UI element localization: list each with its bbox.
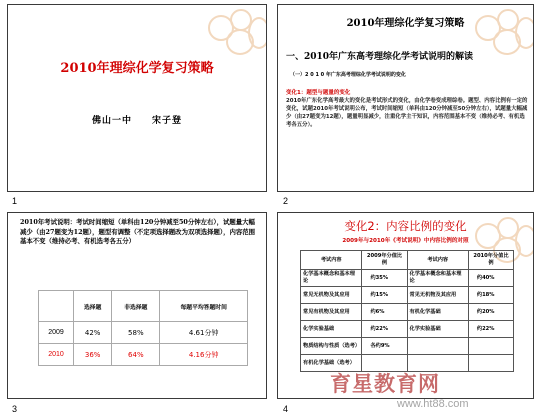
table-cell: 有机化学基础（选考） — [301, 355, 362, 372]
comparison-table — [38, 290, 248, 366]
table-cell: 约35% — [362, 270, 407, 287]
table-cell: 常见无机物及其应用 — [407, 287, 468, 304]
slide-4-title: 变化2：内容比例的变化 — [344, 219, 467, 233]
table-row — [39, 322, 248, 344]
content-ratio-table — [300, 250, 514, 372]
watermark-url: www.ht88.com — [397, 398, 469, 410]
table-cell: 化学实验基础 — [407, 321, 468, 338]
table-cell: 约20% — [468, 304, 513, 321]
table-header: 2010年分值比例 — [468, 251, 513, 270]
slide-2[interactable] — [277, 4, 534, 192]
table-cell: 常见有机物及其应用 — [301, 304, 362, 321]
table-cell: 有机化学基础 — [407, 304, 468, 321]
slide-3-paragraph: 2010年考试说明：考试时间缩短（单科由120分钟减至50分钟左右），试题量大幅减少（由27题变为12题），题型有调整（不定项选择题改为双项选择题），内容范围基本不变（维持必考、有机选考各五分） — [20, 218, 256, 245]
slide-1-title: 2010年理综化学复习策略 — [60, 61, 214, 76]
table-header-row — [301, 251, 514, 270]
slide-1-number: 1 — [12, 196, 18, 206]
table-cell: 约15% — [362, 287, 407, 304]
table-cell: 4.16分钟 — [160, 344, 248, 366]
table-header: 考试内容 — [407, 251, 468, 270]
table-cell: 化学实验基础 — [301, 321, 362, 338]
table-header: 每题平均答题时间 — [160, 291, 248, 322]
watermark-logo: 育星教育网 — [330, 372, 440, 396]
decorative-pattern-icon — [204, 9, 267, 55]
table-cell — [407, 338, 468, 355]
table-cell: 64% — [112, 344, 160, 366]
table-cell: 约40% — [468, 270, 513, 287]
table-header: 选择题 — [74, 291, 112, 322]
table-header-row — [39, 291, 248, 322]
table-header: 考试内容 — [301, 251, 362, 270]
table-cell: 4.61分钟 — [160, 322, 248, 344]
table-cell: 42% — [74, 322, 112, 344]
slide-4-subtitle: 2009年与2010年《考试说明》中内容比例的对照 — [342, 238, 469, 244]
slide-2-change-label: 变化1：题型与题量的变化 — [286, 90, 351, 96]
table-cell: 约18% — [468, 287, 513, 304]
table-cell: 36% — [74, 344, 112, 366]
table-cell: 2009 — [39, 322, 74, 344]
slide-1-author: 佛山一中 宋子登 — [91, 116, 182, 126]
slide-2-title: 2010年理综化学复习策略 — [346, 18, 465, 29]
slide-3-number: 3 — [12, 404, 18, 414]
table-row — [301, 287, 514, 304]
table-cell: 约22% — [362, 321, 407, 338]
slide-2-heading: 一、2010年广东高考理综化学考试说明的解读 — [286, 52, 474, 62]
slide-3[interactable] — [7, 212, 267, 399]
table-cell: 常见无机物及其应用 — [301, 287, 362, 304]
table-cell: 化学基本概念和基本理论 — [407, 270, 468, 287]
table-row — [301, 338, 514, 355]
table-header: 2009年分值比例 — [362, 251, 407, 270]
table-row — [39, 344, 248, 366]
slide-2-body: 2010年广东化学高考最大的变化是考试形式的变化，由化学卷变成理综卷。题型、内容比例有一定的变化，试题2010年考试说明公布，考试时间缩短（单科由120分钟减至50分钟左右），试题量大幅减少（由27题变为12题），题量明显减少，注重化学主干知识，内容范围基本不变（维持必考、有机选考各五分）。 — [286, 98, 528, 128]
table-header — [39, 291, 74, 322]
table-cell: 物质结构与性质（选考） — [301, 338, 362, 355]
table-header: 非选择题 — [112, 291, 160, 322]
slide-2-number: 2 — [283, 196, 289, 206]
table-cell: 各约9% — [362, 338, 407, 355]
slide-4-number: 4 — [283, 404, 289, 414]
table-cell — [468, 338, 513, 355]
table-row — [301, 321, 514, 338]
table-cell: 2010 — [39, 344, 74, 366]
table-cell: 化学基本概念和基本理论 — [301, 270, 362, 287]
table-cell: 约22% — [468, 321, 513, 338]
table-row — [301, 270, 514, 287]
table-cell — [468, 355, 513, 372]
table-cell: 58% — [112, 322, 160, 344]
slide-1[interactable] — [7, 4, 267, 192]
table-cell: 约6% — [362, 304, 407, 321]
slide-2-subheading: （一）2 0 1 0 年广东高考理综化学考试说明的变化 — [290, 72, 406, 78]
table-row — [301, 304, 514, 321]
